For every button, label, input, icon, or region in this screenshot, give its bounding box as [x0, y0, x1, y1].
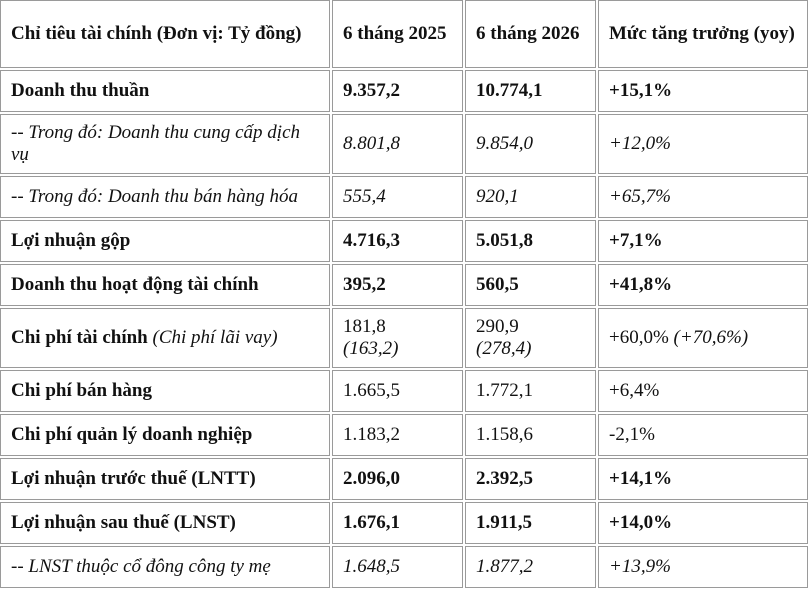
value-2025: 9.357,2	[332, 70, 463, 112]
value-2026: 5.051,8	[465, 220, 596, 262]
value-2026: 1.158,6	[465, 414, 596, 456]
growth-value: +13,9%	[598, 546, 808, 588]
value-2025: 1.676,1	[332, 502, 463, 544]
value-2026: 1.877,2	[465, 546, 596, 588]
growth-value: +12,0%	[598, 114, 808, 174]
table-row	[0, 370, 808, 412]
header-h1-2025: 6 tháng 2025	[332, 0, 463, 68]
table-row	[0, 264, 808, 306]
value-2026: 1.911,5	[465, 502, 596, 544]
header-indicator: Chỉ tiêu tài chính (Đơn vị: Tỷ đồng)	[0, 0, 330, 68]
row-label-cell	[0, 308, 330, 368]
growth-value: +14,0%	[598, 502, 808, 544]
growth-value: -2,1%	[598, 414, 808, 456]
row-label: -- Trong đó: Doanh thu bán hàng hóa	[0, 176, 330, 218]
header-h1-2026: 6 tháng 2026	[465, 0, 596, 68]
value-2025-cell	[332, 308, 463, 368]
value-2026-cell	[465, 308, 596, 368]
value-2026: 920,1	[465, 176, 596, 218]
growth-cell	[598, 308, 808, 368]
value-2025: 1.648,5	[332, 546, 463, 588]
value-2026: 290,9	[476, 316, 519, 337]
growth-value: +6,4%	[598, 370, 808, 412]
value-2025: 555,4	[332, 176, 463, 218]
table-row	[0, 502, 808, 544]
row-label: Chi phí quản lý doanh nghiệp	[0, 414, 330, 456]
value-2026: 560,5	[465, 264, 596, 306]
row-label: -- LNST thuộc cổ đông công ty mẹ	[0, 546, 330, 588]
value-2026: 2.392,5	[465, 458, 596, 500]
table-header-row	[0, 0, 808, 68]
value-2026: 10.774,1	[465, 70, 596, 112]
value-2025: 4.716,3	[332, 220, 463, 262]
value-2026: 9.854,0	[465, 114, 596, 174]
row-label: Lợi nhuận sau thuế (LNST)	[0, 502, 330, 544]
value-2025-sub: (163,2)	[343, 338, 399, 359]
value-2025: 181,8	[343, 316, 386, 337]
value-2025: 8.801,8	[332, 114, 463, 174]
value-2026: 1.772,1	[465, 370, 596, 412]
table-row	[0, 308, 808, 368]
table-row	[0, 458, 808, 500]
row-label: Chi phí tài chính	[11, 327, 148, 348]
value-2025: 1.665,5	[332, 370, 463, 412]
growth-value: +41,8%	[598, 264, 808, 306]
growth-value: +14,1%	[598, 458, 808, 500]
row-label: Chi phí bán hàng	[0, 370, 330, 412]
value-2025: 1.183,2	[332, 414, 463, 456]
row-label: Lợi nhuận gộp	[0, 220, 330, 262]
growth-value: +15,1%	[598, 70, 808, 112]
table-row	[0, 70, 808, 112]
table-row	[0, 114, 808, 174]
value-2026-sub: (278,4)	[476, 338, 532, 359]
row-label: Doanh thu hoạt động tài chính	[0, 264, 330, 306]
table-row	[0, 414, 808, 456]
growth-value: +60,0%	[609, 327, 669, 348]
growth-value: +7,1%	[598, 220, 808, 262]
growth-value: +65,7%	[598, 176, 808, 218]
table-row	[0, 176, 808, 218]
row-label: Doanh thu thuần	[0, 70, 330, 112]
value-2025: 2.096,0	[332, 458, 463, 500]
row-label: Lợi nhuận trước thuế (LNTT)	[0, 458, 330, 500]
row-label: -- Trong đó: Doanh thu cung cấp dịch vụ	[0, 114, 330, 174]
table-row	[0, 546, 808, 588]
value-2025: 395,2	[332, 264, 463, 306]
row-label-sub: (Chi phí lãi vay)	[152, 327, 278, 348]
growth-sub: (+70,6%)	[673, 327, 749, 348]
header-growth-yoy: Mức tăng trưởng (yoy)	[598, 0, 808, 68]
table-row	[0, 220, 808, 262]
